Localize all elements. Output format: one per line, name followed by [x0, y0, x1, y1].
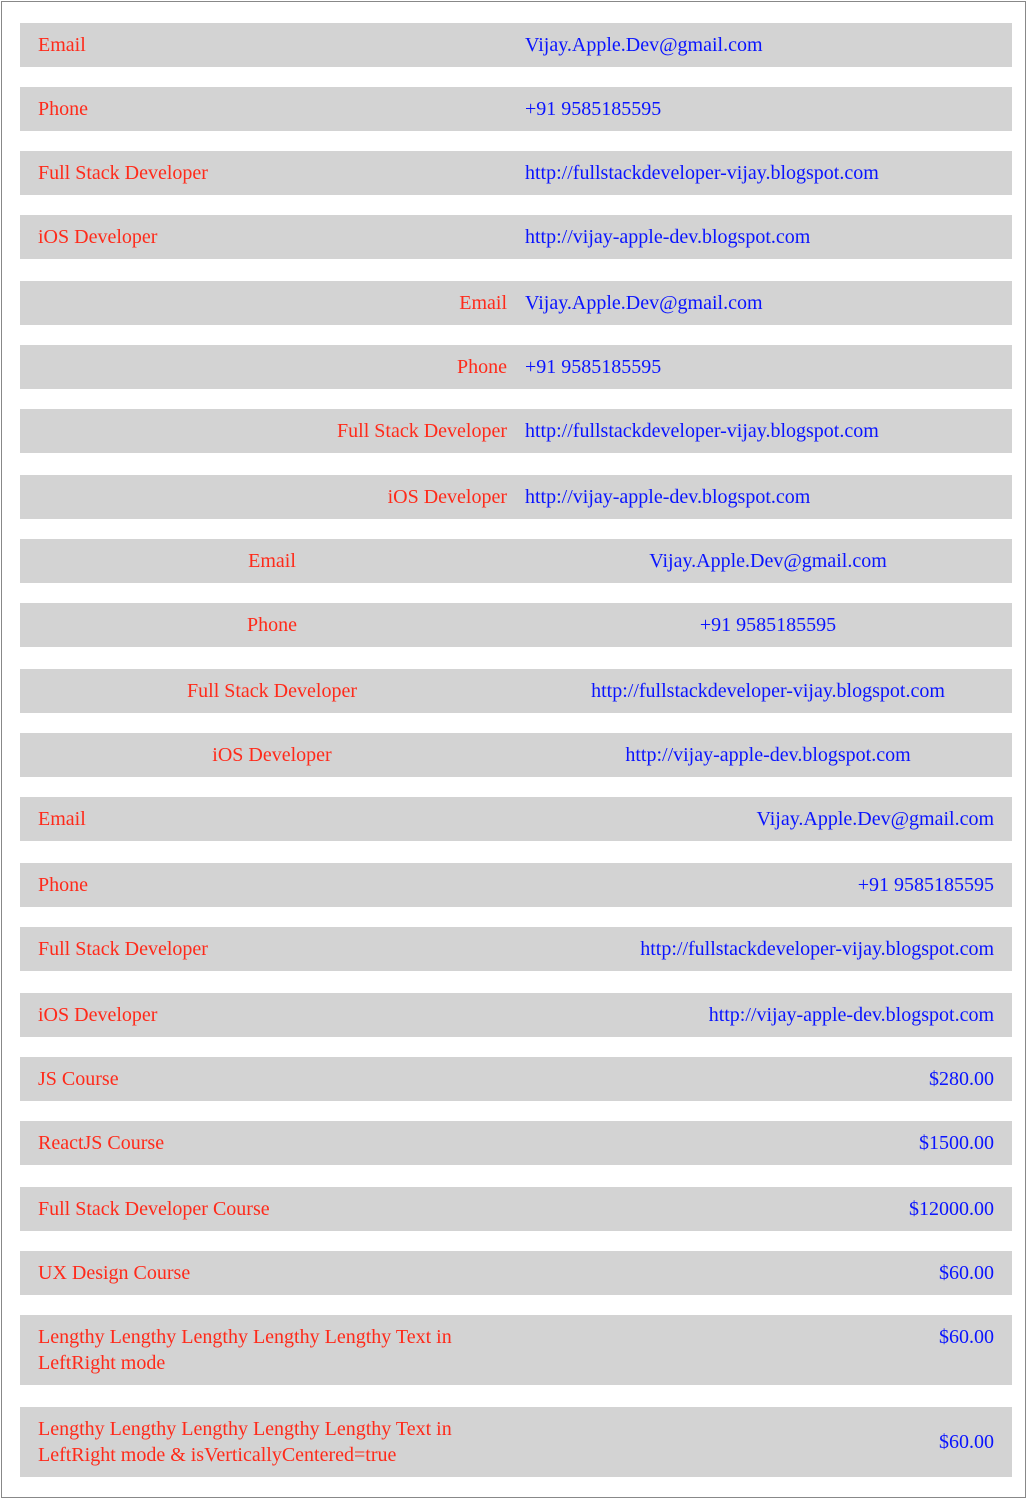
row-label: UX Design Course	[38, 1262, 191, 1284]
row-label: Email	[38, 34, 86, 56]
row-label: Full Stack Developer	[337, 420, 507, 442]
row-label: Phone	[38, 874, 88, 896]
list-item	[20, 669, 1012, 713]
row-label: Full Stack Developer	[38, 938, 208, 960]
row-label: Lengthy Lengthy Lengthy Lengthy Lengthy Text in LeftRight mode	[38, 1326, 452, 1374]
row-value: +91 9585185595	[699, 614, 837, 636]
row-value: http://fullstackdeveloper-vijay.blogspot.com	[525, 162, 879, 184]
list-item	[20, 23, 1012, 67]
list-item	[20, 409, 1012, 453]
row-value: http://vijay-apple-dev.blogspot.com	[708, 1004, 994, 1026]
list-item	[20, 1121, 1012, 1165]
list-item	[20, 927, 1012, 971]
row-label: Full Stack Developer Course	[38, 1198, 270, 1220]
row-value: Vijay.Apple.Dev@gmail.com	[756, 808, 994, 830]
row-label: Phone	[247, 614, 297, 636]
row-label: iOS Developer	[212, 744, 332, 766]
list-item	[20, 733, 1012, 777]
row-label: iOS Developer	[38, 1004, 158, 1026]
row-label: Full Stack Developer	[187, 680, 357, 702]
row-label: Email	[38, 808, 86, 830]
row-value: +91 9585185595	[857, 874, 994, 896]
list-item	[20, 993, 1012, 1037]
list-item-lengthy-centered	[20, 1407, 1012, 1477]
row-value: $60.00	[939, 1326, 994, 1348]
list-item	[20, 1251, 1012, 1295]
list-item	[20, 151, 1012, 195]
row-value: $1500.00	[919, 1132, 994, 1154]
row-label: Phone	[38, 98, 88, 120]
row-value: +91 9585185595	[525, 98, 662, 120]
row-value: http://vijay-apple-dev.blogspot.com	[525, 226, 811, 248]
row-value: Vijay.Apple.Dev@gmail.com	[525, 292, 763, 314]
row-value: http://vijay-apple-dev.blogspot.com	[625, 744, 911, 766]
row-label: Email	[248, 550, 296, 572]
row-label: JS Course	[38, 1068, 119, 1090]
row-label: Phone	[457, 356, 507, 378]
list-item	[20, 603, 1012, 647]
row-value: $12000.00	[909, 1198, 994, 1220]
row-label: iOS Developer	[38, 226, 158, 248]
list-item	[20, 87, 1012, 131]
list-item	[20, 475, 1012, 519]
row-label: Lengthy Lengthy Lengthy Lengthy Lengthy Text in LeftRight mode & isVerticallyCentered=true	[38, 1418, 452, 1466]
row-label: Full Stack Developer	[38, 162, 208, 184]
list-item	[20, 345, 1012, 389]
list-item	[20, 1057, 1012, 1101]
list-item	[20, 797, 1012, 841]
row-value: $60.00	[939, 1431, 994, 1453]
row-value: Vijay.Apple.Dev@gmail.com	[649, 550, 887, 572]
list-item	[20, 215, 1012, 259]
row-label: iOS Developer	[387, 486, 507, 508]
page-frame	[1, 1, 1026, 1498]
row-label: Email	[459, 292, 507, 314]
row-value: Vijay.Apple.Dev@gmail.com	[525, 34, 763, 56]
row-label: ReactJS Course	[38, 1132, 165, 1154]
list-item	[20, 1187, 1012, 1231]
row-value: $60.00	[939, 1262, 994, 1284]
row-value: http://fullstackdeveloper-vijay.blogspot.com	[591, 680, 945, 702]
row-value: http://fullstackdeveloper-vijay.blogspot.com	[640, 938, 994, 960]
list-item	[20, 863, 1012, 907]
row-value: $280.00	[929, 1068, 994, 1090]
row-value: http://fullstackdeveloper-vijay.blogspot.com	[525, 420, 879, 442]
row-value: +91 9585185595	[525, 356, 662, 378]
list-item	[20, 539, 1012, 583]
list-item-lengthy	[20, 1315, 1012, 1385]
list-item	[20, 281, 1012, 325]
row-value: http://vijay-apple-dev.blogspot.com	[525, 486, 811, 508]
